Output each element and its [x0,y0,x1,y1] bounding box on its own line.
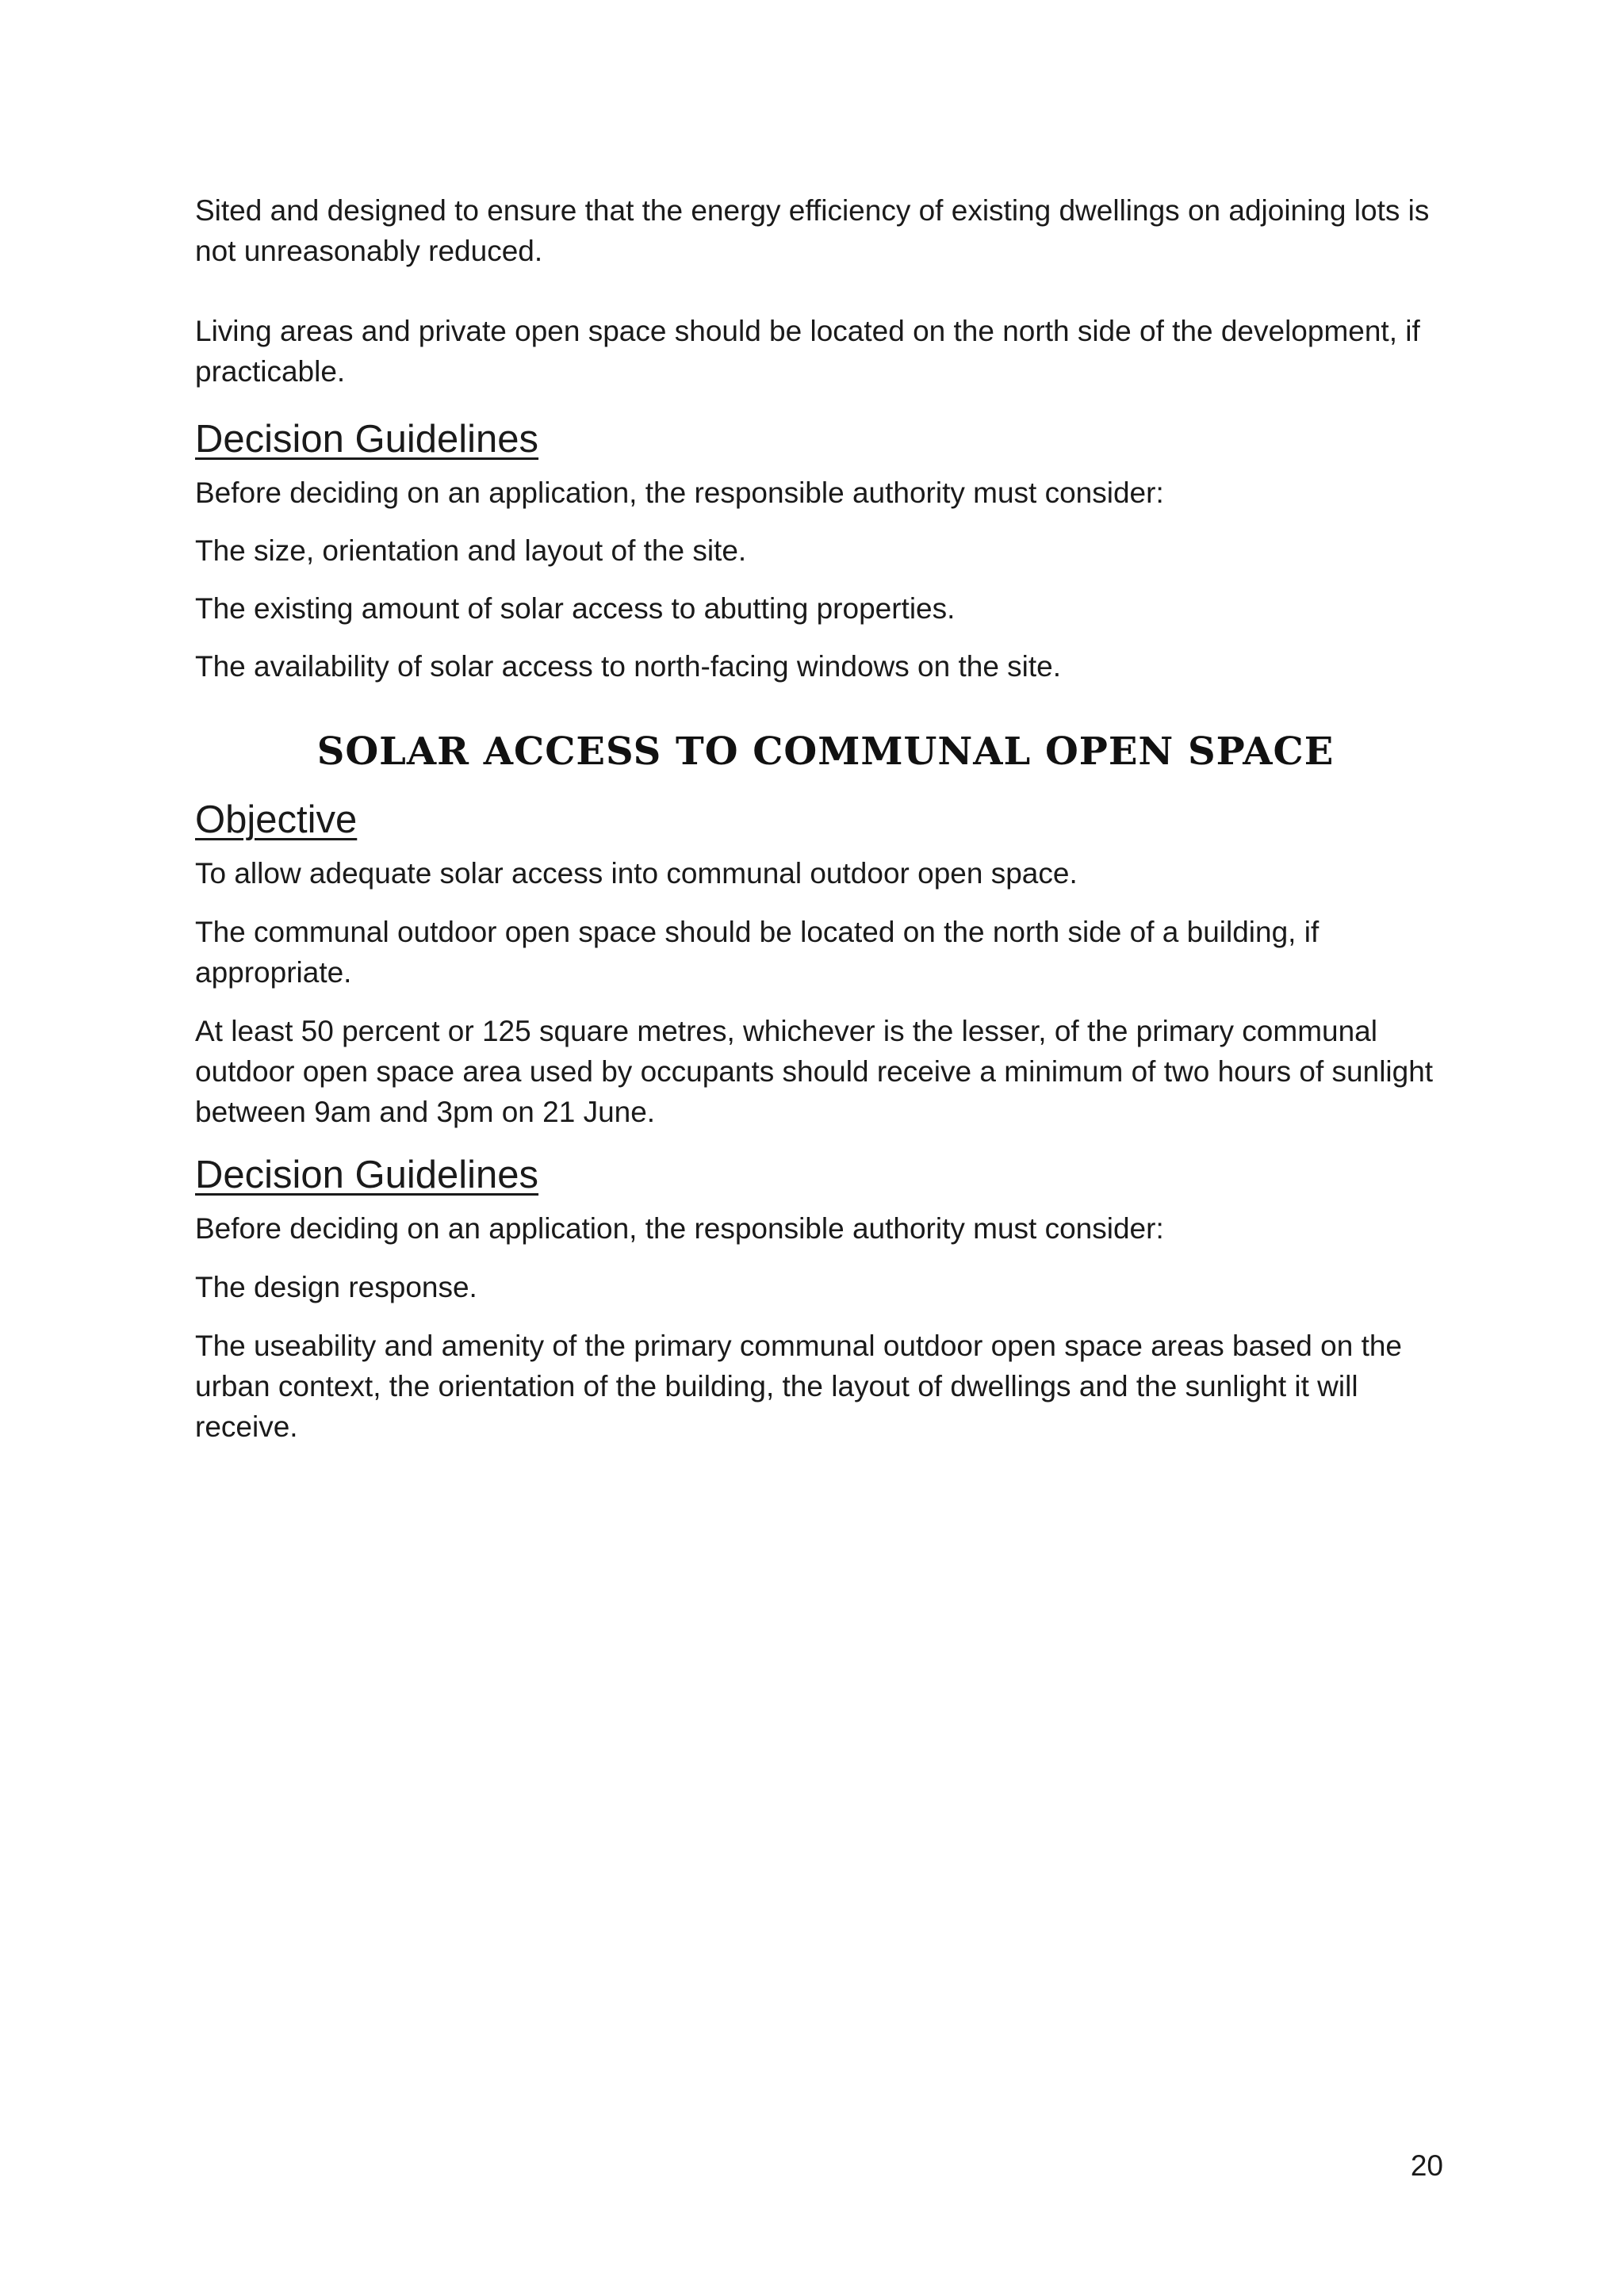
page-content [195,190,1456,1447]
decision-guideline-item: The size, orientation and layout of the site. [195,534,747,567]
decision-guidelines-heading: Decision Guidelines [195,1154,539,1196]
objective-paragraph: At least 50 percent or 125 square metres, whichever is the lesser, of the primary communal outdoor open space area used by occupants should receive a minimum of two hours of sunlight between 9am and 3pm on 21 June. [195,1015,1434,1128]
objective-paragraph: The communal outdoor open space should be located on the north side of a building, if appropriate. [195,916,1320,989]
intro-paragraph-living-areas: Living areas and private open space should be located on the north side of the development, if practicable. [195,315,1420,388]
decision-guidelines-heading: Decision Guidelines [195,418,539,461]
intro-paragraph-energy: Sited and designed to ensure that the energy efficiency of existing dwellings on adjoining lots is not unreasonably reduced. [195,194,1430,267]
decision-guidelines-lead: Before deciding on an application, the responsible authority must consider: [195,1212,1164,1245]
objective-heading: Objective [195,798,358,841]
decision-guideline-item: The availability of solar access to north-facing windows on the site. [195,650,1062,683]
decision-guideline-item: The useability and amenity of the primary communal outdoor open space areas based on the urban context, the orientation of the building, the layout of dwellings and the sunlight it will receive. [195,1330,1403,1443]
decision-guideline-item: The existing amount of solar access to abutting properties. [195,592,956,625]
decision-guidelines-lead: Before deciding on an application, the responsible authority must consider: [195,476,1164,509]
decision-guideline-item: The design response. [195,1271,477,1303]
objective-paragraph: To allow adequate solar access into communal outdoor open space. [195,857,1078,890]
section-title: SOLAR ACCESS TO COMMUNAL OPEN SPACE [316,729,1335,774]
page-number: 20 [1410,2149,1443,2182]
